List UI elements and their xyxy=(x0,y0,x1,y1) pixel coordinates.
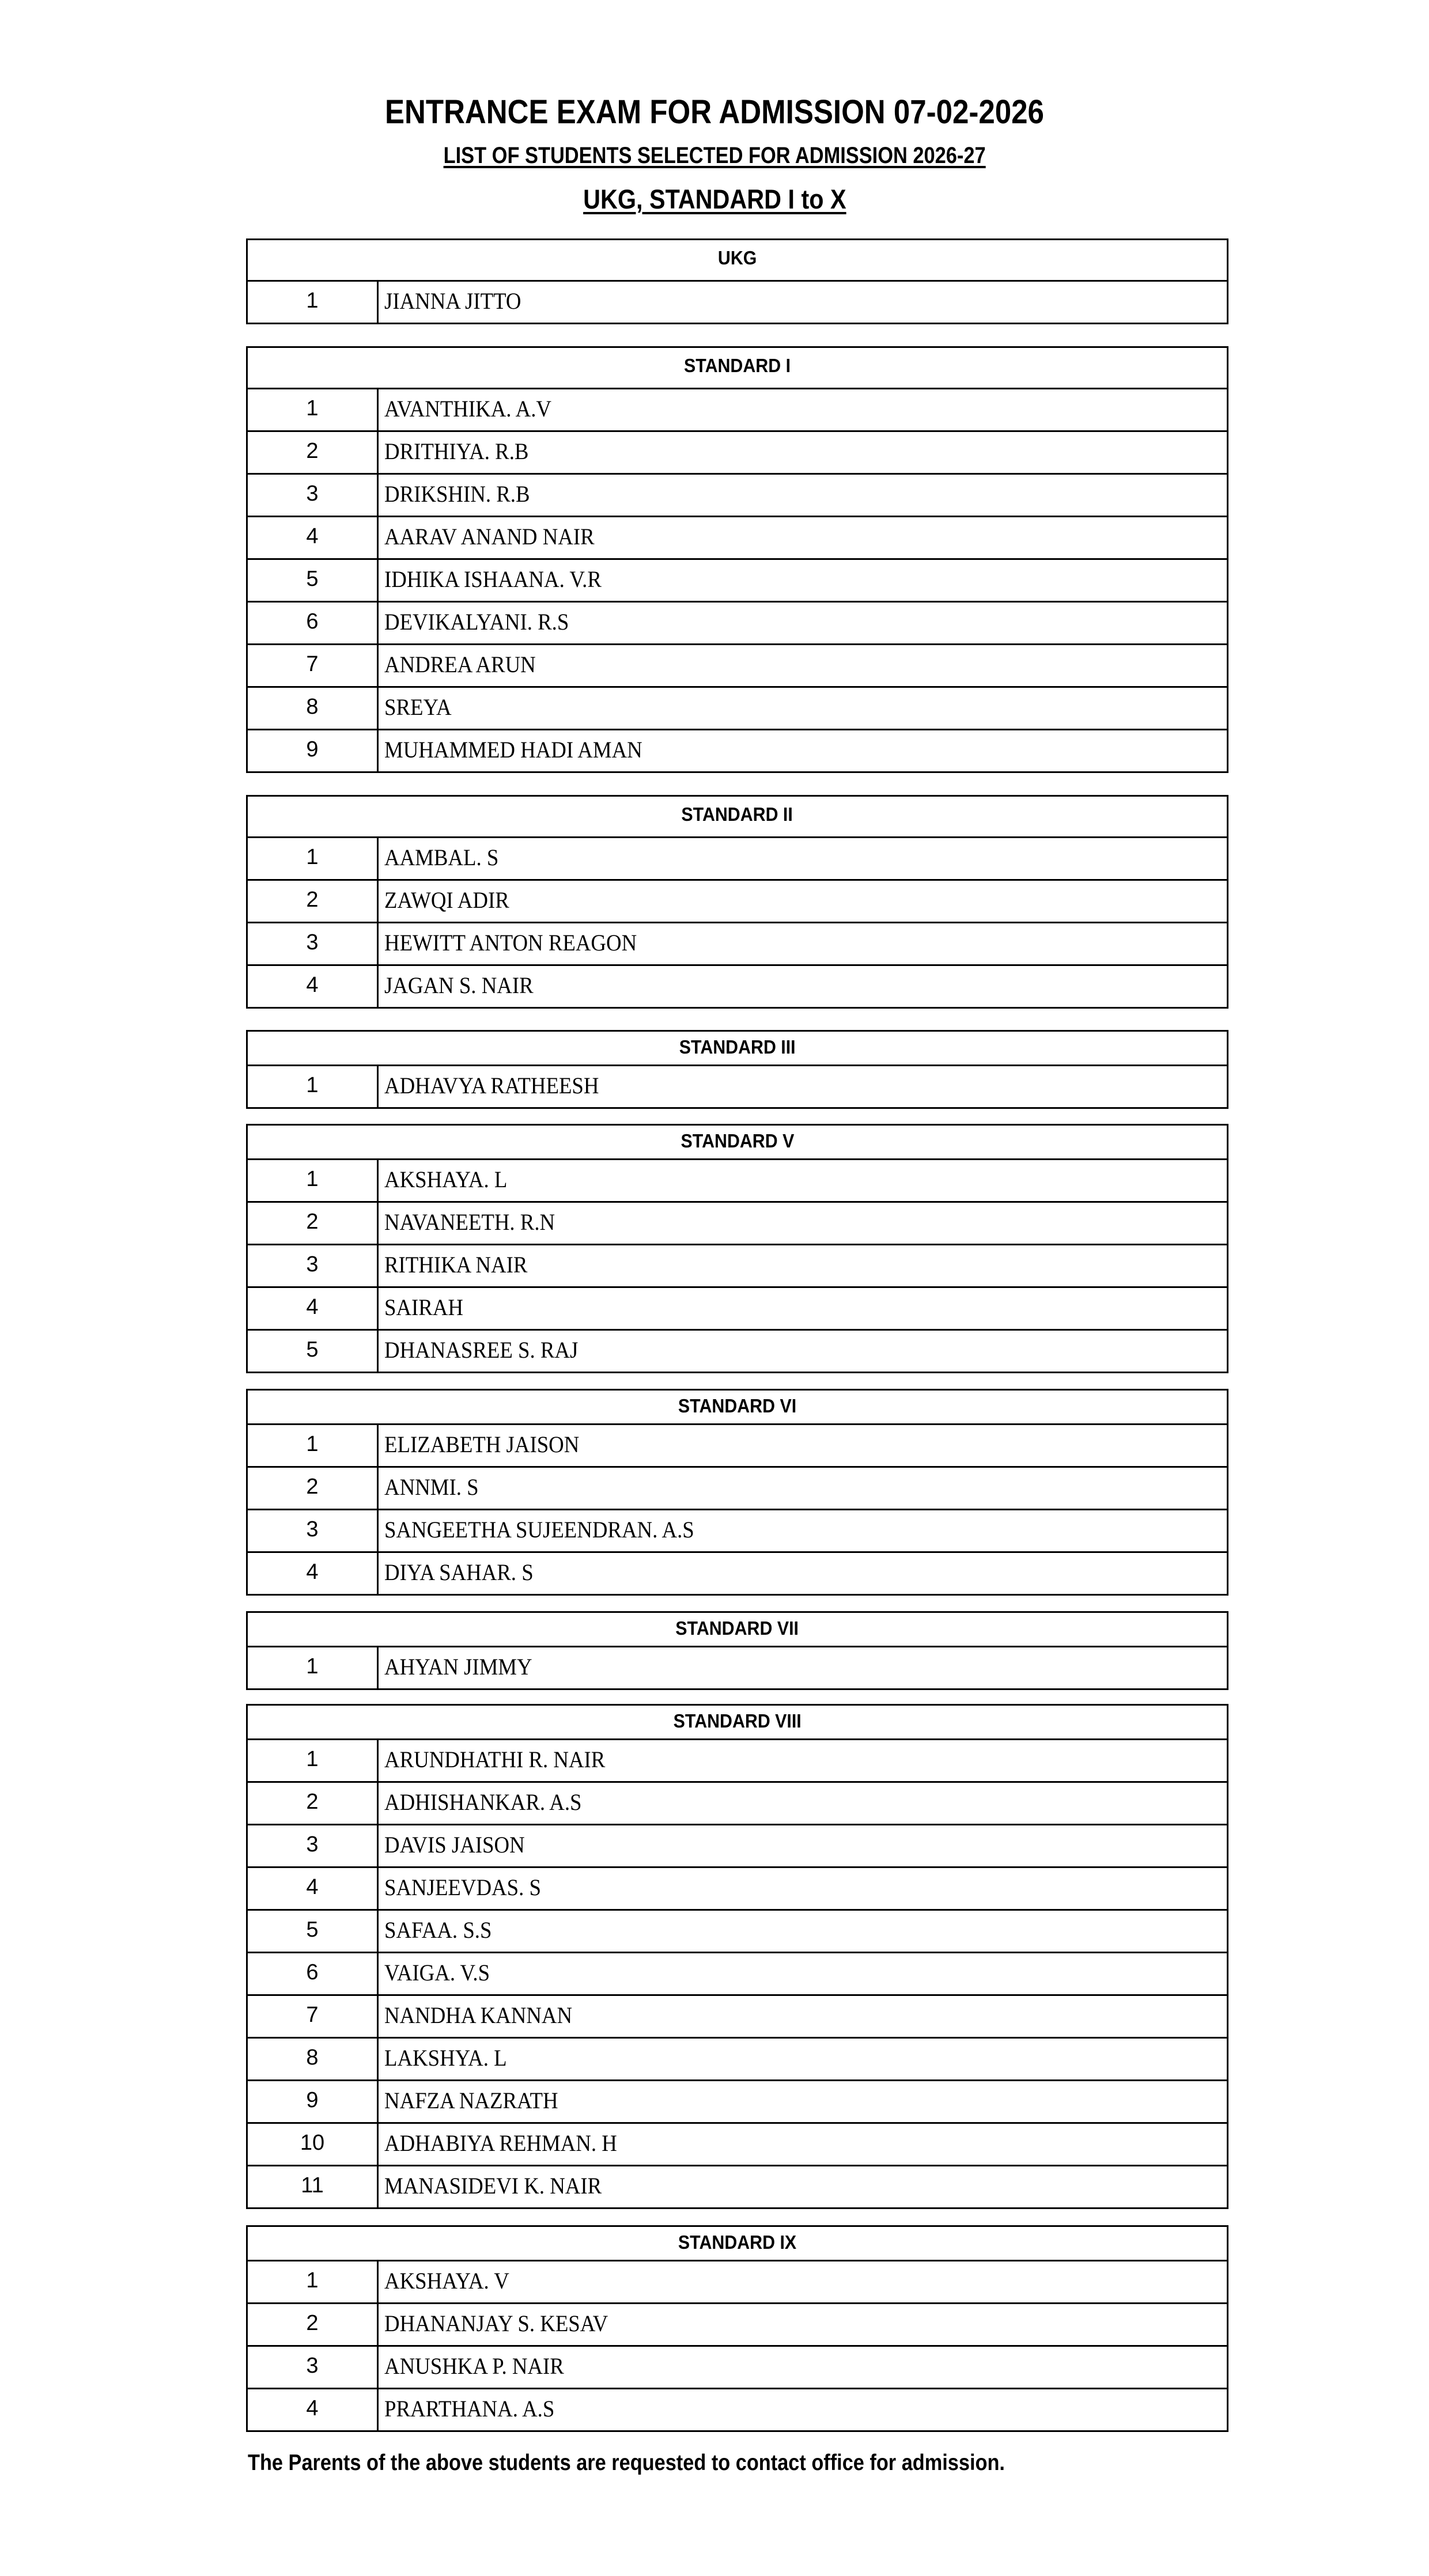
student-row xyxy=(248,1553,1227,1594)
serial-number: 1 xyxy=(248,2261,379,2302)
student-row xyxy=(248,1425,1227,1468)
student-row xyxy=(248,1468,1227,1510)
class-section-header xyxy=(248,797,1227,838)
serial-number: 3 xyxy=(248,475,379,516)
student-row xyxy=(248,1331,1227,1372)
student-name-cell xyxy=(379,1996,1227,2037)
student-name-cell xyxy=(379,1953,1227,1994)
student-name-cell xyxy=(379,1425,1227,1466)
student-name-cell xyxy=(379,730,1227,771)
serial-number: 4 xyxy=(248,2389,379,2430)
student-row xyxy=(248,1288,1227,1331)
class-section-header xyxy=(248,1126,1227,1160)
student-row xyxy=(248,1911,1227,1953)
class-section-header xyxy=(248,348,1227,389)
student-name-cell xyxy=(379,2389,1227,2430)
serial-number: 9 xyxy=(248,2081,379,2122)
serial-number: 6 xyxy=(248,603,379,643)
student-row xyxy=(248,2304,1227,2347)
serial-number: 1 xyxy=(248,1160,379,1201)
student-row xyxy=(248,517,1227,560)
serial-number: 2 xyxy=(248,2304,379,2345)
student-name-cell xyxy=(379,2081,1227,2122)
class-section-header xyxy=(248,2227,1227,2261)
student-name-cell xyxy=(379,432,1227,473)
class-section-table xyxy=(246,238,1228,324)
serial-number: 3 xyxy=(248,1245,379,1286)
document-subtitle xyxy=(0,142,1429,169)
class-section-table xyxy=(246,2225,1228,2432)
student-name: HEWITT ANTON REAGON xyxy=(384,930,637,956)
student-row xyxy=(248,1510,1227,1553)
student-name: ZAWQI ADIR xyxy=(384,887,509,913)
student-name: AAMBAL. S xyxy=(384,844,499,870)
student-row xyxy=(248,645,1227,688)
student-row xyxy=(248,2347,1227,2389)
serial-number: 1 xyxy=(248,1647,379,1688)
serial-number: 1 xyxy=(248,838,379,879)
serial-number: 11 xyxy=(248,2166,379,2207)
serial-number: 4 xyxy=(248,1288,379,1329)
student-name-cell xyxy=(379,560,1227,601)
serial-number: 8 xyxy=(248,688,379,729)
class-section-table xyxy=(246,795,1228,1009)
student-name: ANDREA ARUN xyxy=(384,651,536,677)
student-row xyxy=(248,475,1227,517)
student-row xyxy=(248,1953,1227,1996)
class-section-table xyxy=(246,1389,1228,1596)
student-row xyxy=(248,432,1227,475)
student-row xyxy=(248,282,1227,323)
student-name: MUHAMMED HADI AMAN xyxy=(384,737,642,763)
serial-number: 1 xyxy=(248,282,379,323)
student-name: ARUNDHATHI R. NAIR xyxy=(384,1747,606,1772)
footer-note xyxy=(248,2449,1108,2477)
student-row xyxy=(248,389,1227,432)
serial-number: 2 xyxy=(248,1203,379,1244)
document-subtitle-text: LIST OF STUDENTS SELECTED FOR ADMISSION 2026-27 xyxy=(443,143,986,168)
serial-number: 1 xyxy=(248,1066,379,1107)
student-row xyxy=(248,2039,1227,2081)
student-name: LAKSHYA. L xyxy=(384,2045,507,2071)
student-name-cell xyxy=(379,1825,1227,1866)
serial-number: 5 xyxy=(248,560,379,601)
student-row xyxy=(248,1825,1227,1868)
class-section-table xyxy=(246,1124,1228,1373)
student-row xyxy=(248,2261,1227,2304)
student-name-cell xyxy=(379,881,1227,922)
serial-number: 1 xyxy=(248,389,379,430)
student-name-cell xyxy=(379,645,1227,686)
student-name: JIANNA JITTO xyxy=(384,288,521,314)
student-name: NAFZA NAZRATH xyxy=(384,2088,558,2113)
student-name: ANUSHKA P. NAIR xyxy=(384,2353,564,2379)
student-row xyxy=(248,688,1227,730)
student-name-cell xyxy=(379,282,1227,323)
class-section-title: STANDARD III xyxy=(679,1036,796,1058)
student-name-cell xyxy=(379,2261,1227,2302)
student-name: ADHISHANKAR. A.S xyxy=(384,1789,582,1815)
serial-number: 6 xyxy=(248,1953,379,1994)
student-name-cell xyxy=(379,475,1227,516)
student-row xyxy=(248,603,1227,645)
serial-number: 3 xyxy=(248,923,379,964)
student-name: AVANTHIKA. A.V xyxy=(384,396,552,422)
student-row xyxy=(248,2124,1227,2166)
class-section-title: STANDARD VI xyxy=(678,1395,797,1416)
student-name: AHYAN JIMMY xyxy=(384,1654,532,1680)
student-row xyxy=(248,1160,1227,1203)
student-name: NAVANEETH. R.N xyxy=(384,1209,555,1235)
student-name-cell xyxy=(379,1160,1227,1201)
class-section-header xyxy=(248,1613,1227,1647)
student-name: DHANASREE S. RAJ xyxy=(384,1337,579,1363)
student-name-cell xyxy=(379,1331,1227,1372)
serial-number: 1 xyxy=(248,1425,379,1466)
student-name: SREYA xyxy=(384,694,452,720)
student-row xyxy=(248,2166,1227,2207)
student-name-cell xyxy=(379,1783,1227,1824)
student-name-cell xyxy=(379,2347,1227,2388)
serial-number: 9 xyxy=(248,730,379,771)
student-name-cell xyxy=(379,2166,1227,2207)
class-section-title: STANDARD V xyxy=(681,1130,794,1151)
student-row xyxy=(248,2081,1227,2124)
student-name-cell xyxy=(379,1288,1227,1329)
student-name: DIYA SAHAR. S xyxy=(384,1559,534,1585)
serial-number: 7 xyxy=(248,1996,379,2037)
student-name-cell xyxy=(379,1553,1227,1594)
student-name: AKSHAYA. L xyxy=(384,1166,508,1192)
student-name-cell xyxy=(379,2039,1227,2079)
serial-number: 1 xyxy=(248,1740,379,1781)
student-name-cell xyxy=(379,923,1227,964)
student-row xyxy=(248,966,1227,1007)
student-row xyxy=(248,1868,1227,1911)
class-section-title: UKG xyxy=(717,247,757,268)
student-row xyxy=(248,1996,1227,2039)
footer-note-text: The Parents of the above students are requested to contact office for admission. xyxy=(248,2450,1005,2475)
class-section-header xyxy=(248,240,1227,282)
class-section-table xyxy=(246,1030,1228,1109)
student-name: IDHIKA ISHAANA. V.R xyxy=(384,566,602,592)
student-row xyxy=(248,560,1227,603)
student-name: ADHAVYA RATHEESH xyxy=(384,1073,599,1098)
student-name-cell xyxy=(379,2304,1227,2345)
class-section-header xyxy=(248,1032,1227,1066)
serial-number: 10 xyxy=(248,2124,379,2165)
class-section-title: STANDARD VIII xyxy=(673,1710,802,1732)
serial-number: 4 xyxy=(248,1553,379,1594)
student-name-cell xyxy=(379,1647,1227,1688)
student-name: SAFAA. S.S xyxy=(384,1917,492,1943)
serial-number: 3 xyxy=(248,1825,379,1866)
serial-number: 5 xyxy=(248,1911,379,1952)
serial-number: 5 xyxy=(248,1331,379,1372)
serial-number: 4 xyxy=(248,966,379,1007)
serial-number: 3 xyxy=(248,1510,379,1551)
student-name-cell xyxy=(379,966,1227,1007)
student-row xyxy=(248,923,1227,966)
class-section-table xyxy=(246,346,1228,773)
student-row xyxy=(248,881,1227,923)
class-section-title: STANDARD I xyxy=(684,354,791,376)
student-row xyxy=(248,1647,1227,1688)
classes-range-text: UKG, STANDARD I to X xyxy=(583,184,846,214)
student-name-cell xyxy=(379,603,1227,643)
student-name-cell xyxy=(379,1468,1227,1509)
student-name: DAVIS JAISON xyxy=(384,1832,525,1858)
class-section-title: STANDARD IX xyxy=(678,2231,797,2253)
student-name: DRIKSHIN. R.B xyxy=(384,481,530,507)
student-row xyxy=(248,1783,1227,1825)
student-name-cell xyxy=(379,1510,1227,1551)
student-row xyxy=(248,1066,1227,1107)
student-name: PRARTHANA. A.S xyxy=(384,2396,555,2422)
student-name-cell xyxy=(379,1203,1227,1244)
student-name: SANJEEVDAS. S xyxy=(384,1874,541,1900)
student-name-cell xyxy=(379,2124,1227,2165)
serial-number: 2 xyxy=(248,881,379,922)
serial-number: 8 xyxy=(248,2039,379,2079)
class-section-header xyxy=(248,1706,1227,1740)
student-name: ANNMI. S xyxy=(384,1474,479,1500)
serial-number: 2 xyxy=(248,1468,379,1509)
student-name: RITHIKA NAIR xyxy=(384,1252,528,1278)
serial-number: 4 xyxy=(248,1868,379,1909)
student-name-cell xyxy=(379,517,1227,558)
student-name: ELIZABETH JAISON xyxy=(384,1431,580,1457)
student-name: AARAV ANAND NAIR xyxy=(384,524,595,550)
student-name: SAIRAH xyxy=(384,1294,463,1320)
serial-number: 3 xyxy=(248,2347,379,2388)
class-section-title: STANDARD II xyxy=(681,803,793,825)
serial-number: 4 xyxy=(248,517,379,558)
student-row xyxy=(248,838,1227,881)
student-name: DHANANJAY S. KESAV xyxy=(384,2310,608,2336)
student-name: AKSHAYA. V xyxy=(384,2268,509,2294)
student-name-cell xyxy=(379,1066,1227,1107)
serial-number: 2 xyxy=(248,1783,379,1824)
student-row xyxy=(248,1245,1227,1288)
student-row xyxy=(248,1740,1227,1783)
student-name: JAGAN S. NAIR xyxy=(384,972,534,998)
class-section-table xyxy=(246,1611,1228,1690)
student-name-cell xyxy=(379,1911,1227,1952)
student-row xyxy=(248,2389,1227,2430)
serial-number: 2 xyxy=(248,432,379,473)
student-name: MANASIDEVI K. NAIR xyxy=(384,2173,602,2199)
student-name: SANGEETHA SUJEENDRAN. A.S xyxy=(384,1517,694,1543)
student-name-cell xyxy=(379,1245,1227,1286)
classes-range-heading xyxy=(0,183,1429,215)
student-name-cell xyxy=(379,1740,1227,1781)
class-section-title: STANDARD VII xyxy=(675,1617,799,1639)
student-name: ADHABIYA REHMAN. H xyxy=(384,2130,617,2156)
student-row xyxy=(248,1203,1227,1245)
student-name: DEVIKALYANI. R.S xyxy=(384,609,569,635)
student-name-cell xyxy=(379,838,1227,879)
student-name-cell xyxy=(379,389,1227,430)
document-title-text: ENTRANCE EXAM FOR ADMISSION 07-02-2026 xyxy=(385,93,1044,131)
student-name: VAIGA. V.S xyxy=(384,1960,490,1986)
student-name-cell xyxy=(379,1868,1227,1909)
class-section-header xyxy=(248,1391,1227,1425)
student-name: NANDHA KANNAN xyxy=(384,2002,573,2028)
class-section-table xyxy=(246,1704,1228,2209)
student-name-cell xyxy=(379,688,1227,729)
serial-number: 7 xyxy=(248,645,379,686)
document-title xyxy=(0,92,1429,132)
student-name: DRITHIYA. R.B xyxy=(384,438,529,464)
student-row xyxy=(248,730,1227,771)
